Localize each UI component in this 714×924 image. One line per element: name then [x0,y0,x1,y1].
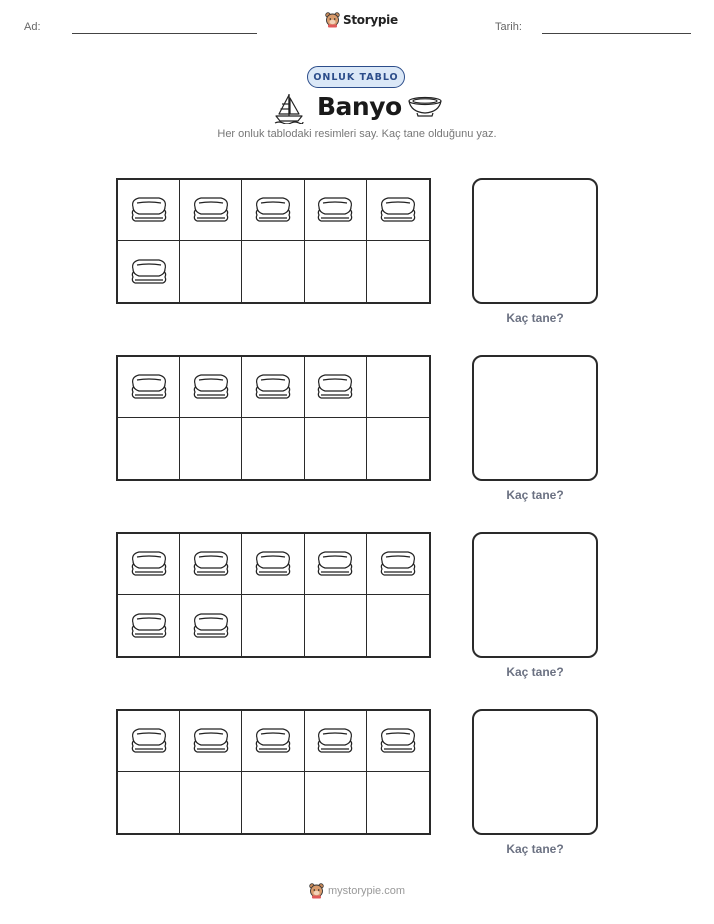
ten-frame-cell [367,241,429,302]
ten-frame-cell [118,357,180,418]
date-label: Tarih: [495,21,522,33]
answer-label: Kaç tane? [506,311,564,325]
name-label: Ad: [24,21,41,33]
answer-label: Kaç tane? [506,488,564,502]
answer-box[interactable] [472,355,598,481]
ten-frame-cell [180,418,242,479]
ten-frame-cell [180,241,242,302]
towel-stack-icon [314,725,356,757]
ten-frame-cell [180,772,242,833]
ten-frame-cell [242,180,304,241]
instructions: Her onluk tablodaki resimleri say. Kaç tane olduğunu yaz. [217,128,497,140]
ten-frame-cell [242,241,304,302]
ten-frame-cell [367,357,429,418]
ten-frame-cell [305,595,367,656]
ten-frame-cell [242,357,304,418]
page-title: Banyo [317,92,402,121]
ten-frame-cell [367,772,429,833]
answer-label: Kaç tane? [506,665,564,679]
ten-frame-cell [305,534,367,595]
ten-frame [116,709,431,835]
ten-frame-cell [180,711,242,772]
ten-frame [116,178,431,304]
ten-frame-cell [367,180,429,241]
towel-stack-icon [190,194,232,226]
ten-frame-cell [367,595,429,656]
towel-stack-icon [190,725,232,757]
towel-stack-icon [252,725,294,757]
towel-stack-icon [190,610,232,642]
ten-frame-cell [118,595,180,656]
towel-stack-icon [377,548,419,580]
answer-box[interactable] [472,709,598,835]
brand-logo [325,12,398,28]
towel-stack-icon [128,371,170,403]
ten-frame-cell [367,418,429,479]
ten-frame-cell [242,772,304,833]
worksheet-type-badge: ONLUK TABLO [307,66,405,88]
ten-frame-cell [242,418,304,479]
footer [309,883,405,899]
ten-frame-cell [305,711,367,772]
towel-stack-icon [128,610,170,642]
ten-frame-cell [180,357,242,418]
ten-frame-cell [242,595,304,656]
bowl-icon [407,96,443,118]
footer-url: mystorypie.com [328,885,406,897]
towel-stack-icon [128,725,170,757]
towel-stack-icon [128,548,170,580]
ten-frame-cell [118,418,180,479]
ten-frame-cell [118,534,180,595]
ten-frame-cell [242,711,304,772]
sailboat-icon [273,92,305,124]
ten-frame-cell [118,180,180,241]
towel-stack-icon [128,194,170,226]
towel-stack-icon [252,548,294,580]
title-row [270,90,446,126]
towel-stack-icon [314,194,356,226]
name-line [72,33,257,34]
answer-box[interactable] [472,178,598,304]
towel-stack-icon [377,194,419,226]
towel-stack-icon [252,194,294,226]
ten-frame-cell [180,180,242,241]
ten-frame-cell [180,534,242,595]
towel-stack-icon [314,371,356,403]
ten-frame [116,532,431,658]
towel-stack-icon [314,548,356,580]
ten-frame-cell [118,772,180,833]
brand-name: Storypie [343,13,398,27]
towel-stack-icon [190,548,232,580]
ten-frame-cell [305,180,367,241]
answer-box[interactable] [472,532,598,658]
bear-mascot-icon [325,12,340,28]
ten-frame-cell [180,595,242,656]
ten-frame-cell [305,357,367,418]
towel-stack-icon [128,256,170,288]
ten-frame-cell [305,772,367,833]
ten-frame-cell [367,534,429,595]
towel-stack-icon [377,725,419,757]
ten-frame-cell [118,711,180,772]
ten-frame [116,355,431,481]
ten-frame-cell [367,711,429,772]
answer-label: Kaç tane? [506,842,564,856]
ten-frame-cell [118,241,180,302]
ten-frame-cell [305,241,367,302]
bear-mascot-icon [309,883,324,899]
ten-frame-cell [242,534,304,595]
ten-frame-cell [305,418,367,479]
towel-stack-icon [190,371,232,403]
date-line [542,33,691,34]
towel-stack-icon [252,371,294,403]
